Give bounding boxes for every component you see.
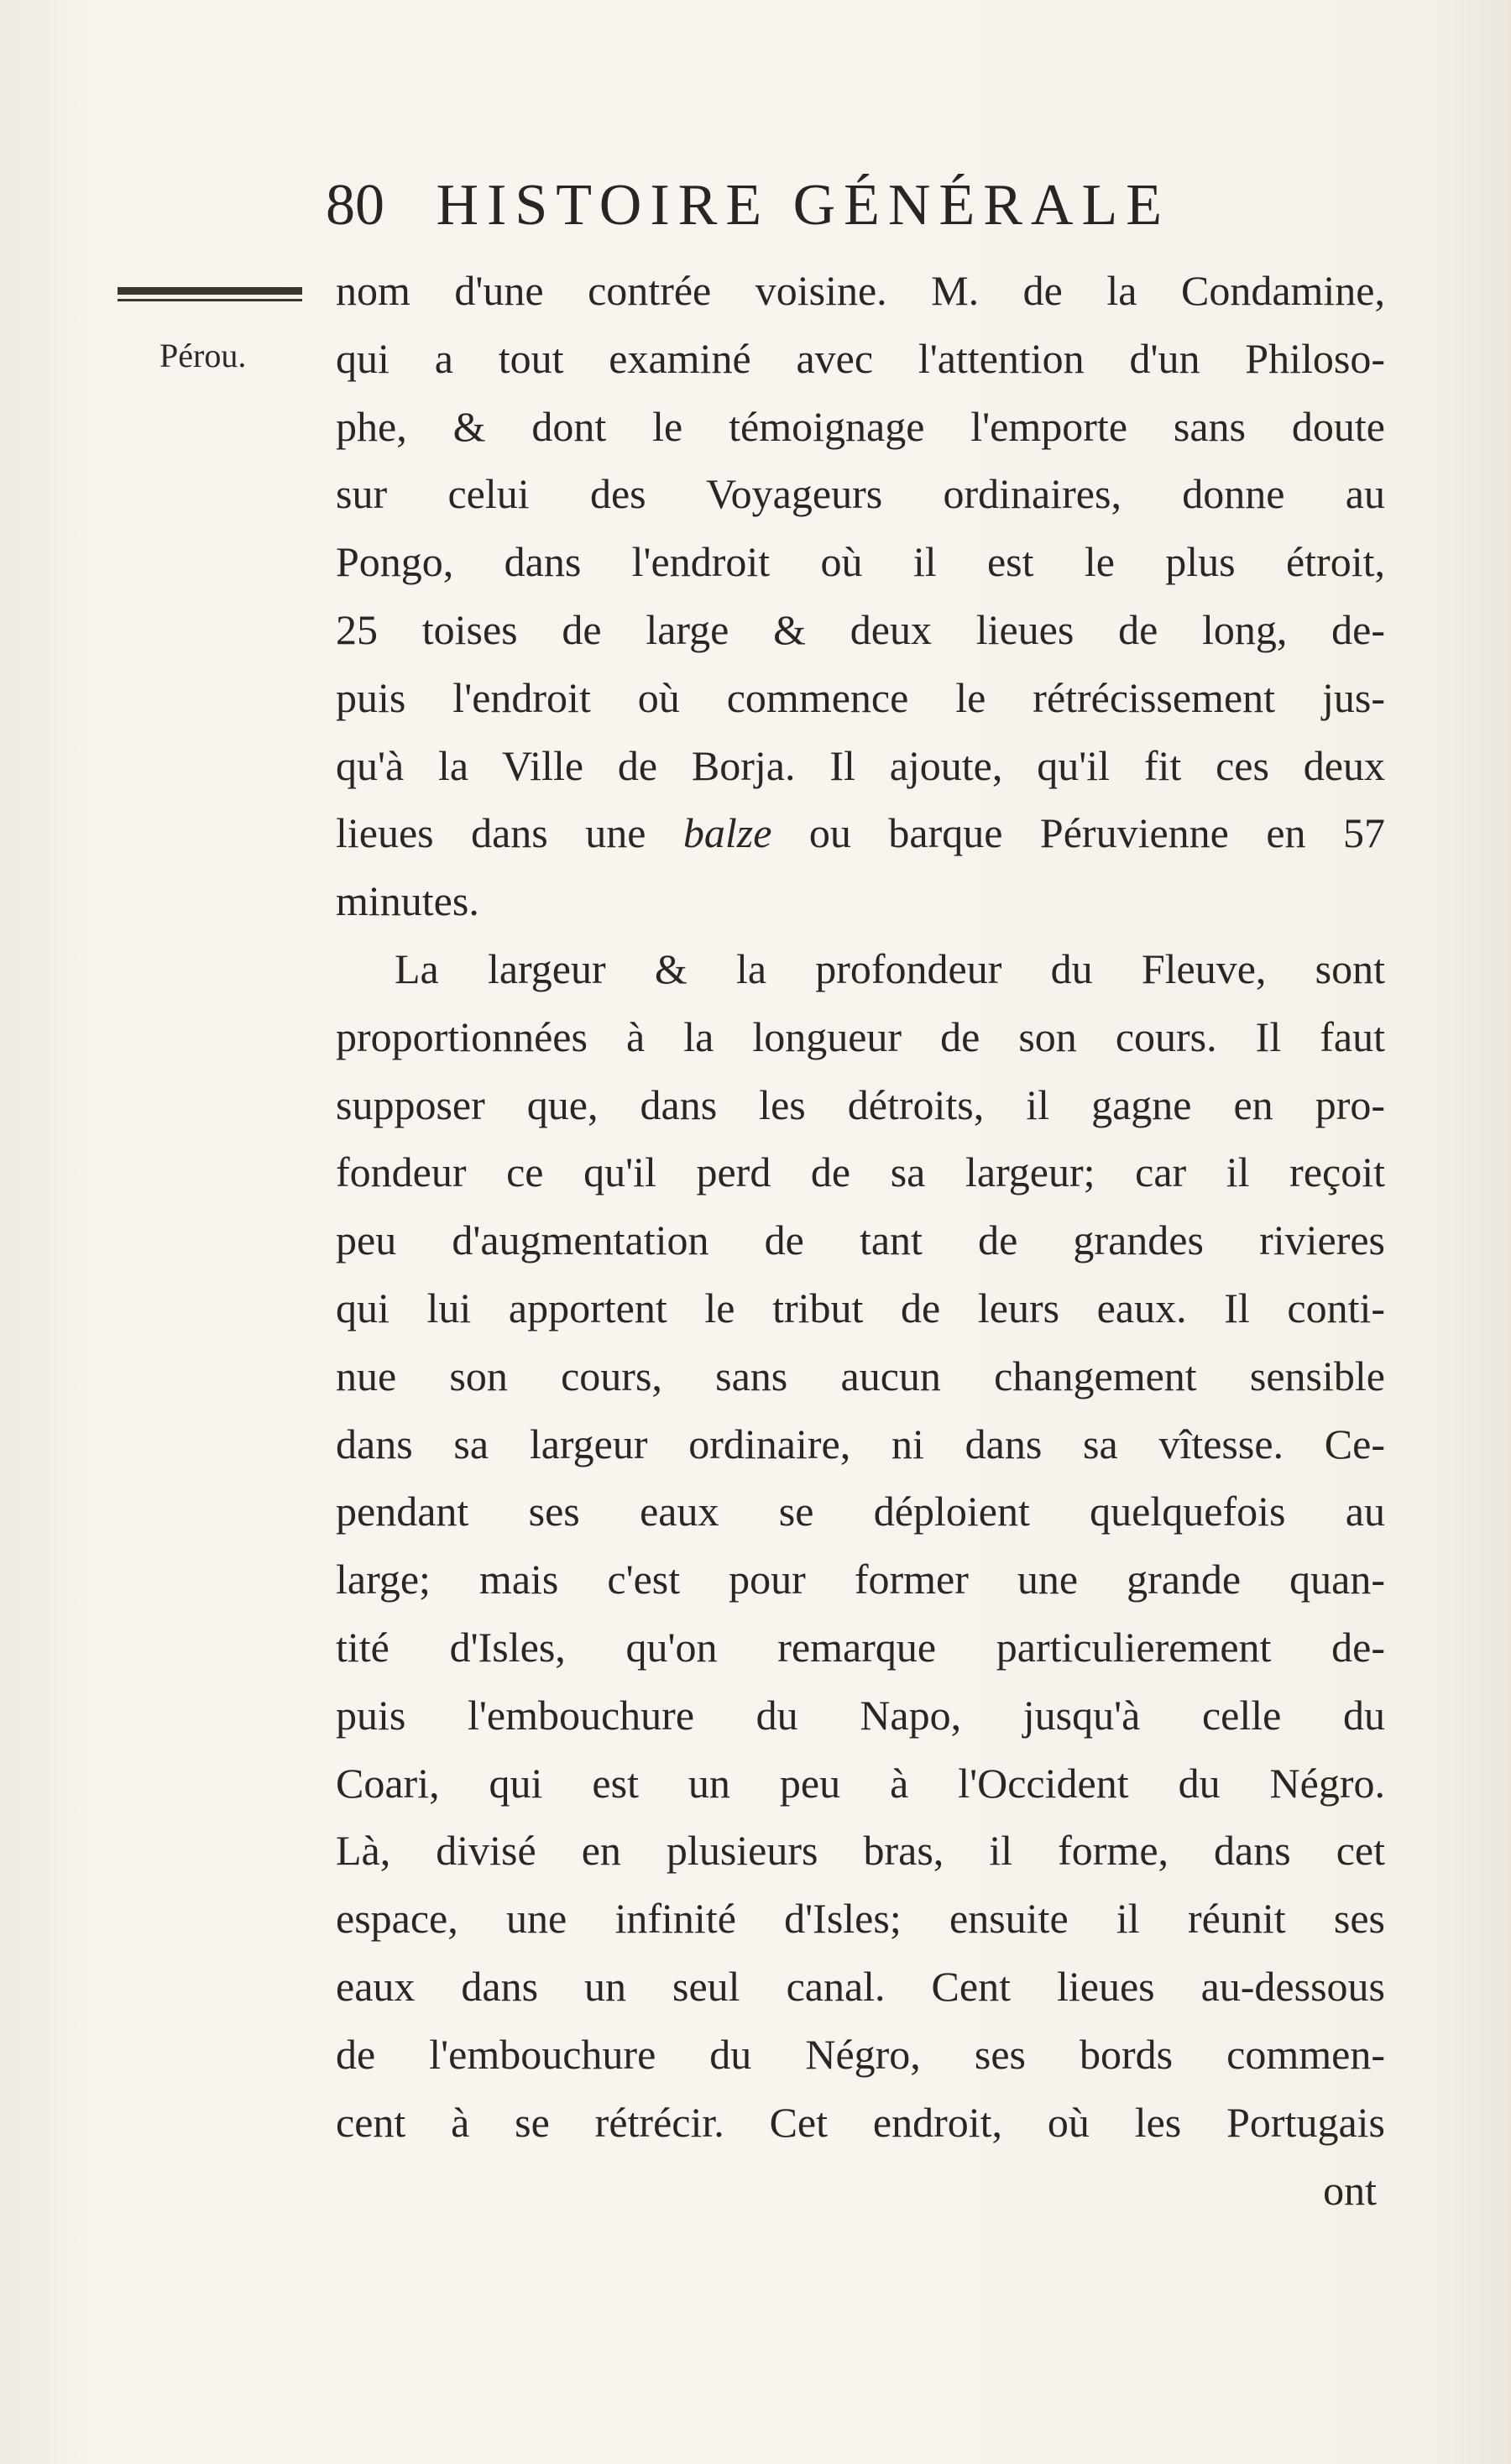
text-line: phe, & dont le témoignage l'emporte sans doute <box>336 402 1385 450</box>
text-line: Coari, qui est un peu à l'Occident du Négro. <box>336 1759 1385 1807</box>
running-header <box>326 172 1170 239</box>
text-line: peu d'augmentation de tant de grandes rivieres <box>336 1216 1385 1264</box>
text-line: puis l'embouchure du Napo, jusqu'à celle du <box>336 1691 1385 1739</box>
margin-rule-thin <box>118 299 302 301</box>
text-line: Pongo, dans l'endroit où il est le plus étroit, <box>336 538 1385 586</box>
text-line: minutes. <box>336 877 479 925</box>
text-line: espace, une infinité d'Isles; ensuite il réunit ses <box>336 1895 1385 1943</box>
text-line: supposer que, dans les détroits, il gagne en pro- <box>336 1080 1385 1128</box>
text-line: puis l'endroit où commence le rétrécissement jus- <box>336 673 1385 721</box>
margin-rule <box>118 287 302 295</box>
text-line-with-italic <box>336 799 1385 867</box>
text-line: eaux dans un seul canal. Cent lieues au-dessous <box>336 1962 1385 2010</box>
text-line: cent à se rétrécir. Cet endroit, où les Portugais <box>336 2098 1385 2146</box>
text-line: Là, divisé en plusieurs bras, il forme, dans cet <box>336 1827 1385 1875</box>
text-segment: ou barque Péruvienne en 57 <box>771 809 1385 857</box>
text-line: large; mais c'est pour former une grande quan- <box>336 1556 1385 1603</box>
text-line: nue son cours, sans aucun changement sensible <box>336 1352 1385 1399</box>
text-line: proportionnées à la longueur de son cours. Il faut <box>336 1012 1385 1060</box>
text-line: fondeur ce qu'il perd de sa largeur; car il reçoit <box>336 1148 1385 1196</box>
text-line: nom d'une contrée voisine. M. de la Condamine, <box>336 267 1385 314</box>
running-title: HISTOIRE GÉNÉRALE <box>436 173 1170 238</box>
body-text <box>336 257 1385 2156</box>
text-line: tité d'Isles, qu'on remarque particulierement de- <box>336 1623 1385 1671</box>
text-line: sur celui des Voyageurs ordinaires, donne au <box>336 470 1385 518</box>
page-number: 80 <box>326 173 384 238</box>
catchword: ont <box>1323 2167 1377 2214</box>
text-line: La largeur & la profondeur du Fleuve, sont <box>395 944 1385 992</box>
text-line: dans sa largeur ordinaire, ni dans sa vîtesse. Ce- <box>336 1420 1385 1467</box>
italic-word: balze <box>682 809 772 857</box>
text-line: pendant ses eaux se déploient quelquefois au <box>336 1488 1385 1535</box>
text-line: qu'à la Ville de Borja. Il ajoute, qu'il fit ces deux <box>336 741 1385 789</box>
text-line: qui lui apportent le tribut de leurs eaux. Il conti- <box>336 1284 1385 1331</box>
margin-note: Pérou. <box>159 337 247 374</box>
text-segment: lieues dans une <box>336 809 683 857</box>
text-line: de l'embouchure du Négro, ses bords commen- <box>336 2030 1385 2078</box>
text-line: 25 toises de large & deux lieues de long, de- <box>336 605 1385 653</box>
text-line: qui a tout examiné avec l'attention d'un Philoso- <box>336 334 1385 382</box>
